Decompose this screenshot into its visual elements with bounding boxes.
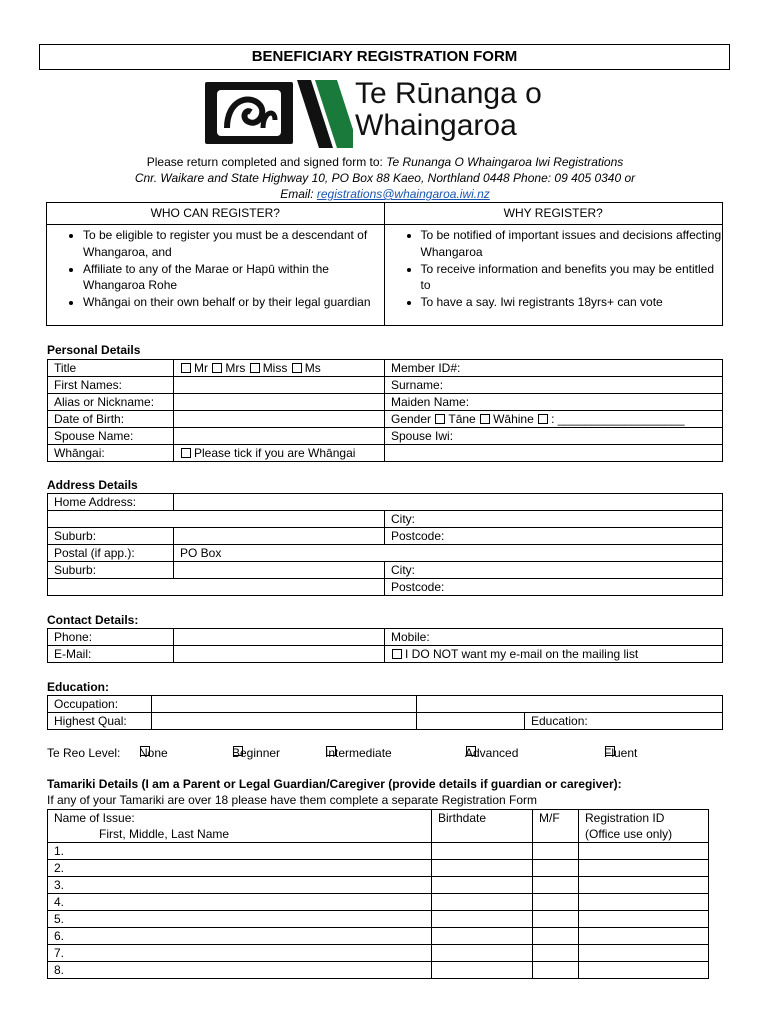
phone-input[interactable] bbox=[174, 629, 385, 646]
mf-cell[interactable] bbox=[533, 860, 579, 877]
email-input[interactable] bbox=[174, 646, 385, 663]
highest-qual-label: Highest Qual: bbox=[48, 713, 152, 730]
row-number[interactable]: 7. bbox=[48, 945, 432, 962]
why-header: WHY REGISTER? bbox=[384, 203, 723, 225]
row-number[interactable]: 3. bbox=[48, 877, 432, 894]
postcode-field[interactable]: Postcode: bbox=[385, 528, 723, 545]
postal-blank[interactable] bbox=[48, 579, 385, 596]
title-miss-label: Miss bbox=[262, 361, 288, 375]
gender-other-checkbox[interactable] bbox=[538, 414, 548, 424]
member-id-field[interactable]: Member ID#: bbox=[385, 360, 723, 377]
title-ms-label: Ms bbox=[304, 361, 321, 375]
logo-stripes-icon bbox=[297, 80, 353, 148]
no-mail-label: I DO NOT want my e-mail on the mailing list bbox=[405, 647, 639, 661]
reg-id-cell[interactable] bbox=[579, 928, 709, 945]
tamariki-table bbox=[47, 809, 709, 979]
home-address-input[interactable] bbox=[174, 494, 723, 511]
reo-none-label: None bbox=[139, 746, 168, 760]
alias-input[interactable] bbox=[174, 394, 385, 411]
reg-id-cell[interactable] bbox=[579, 860, 709, 877]
education-heading: Education: bbox=[47, 680, 109, 694]
birthdate-cell[interactable] bbox=[432, 843, 533, 860]
contact-table bbox=[47, 628, 723, 663]
no-mail-cell bbox=[385, 646, 723, 663]
tamariki-heading: Tamariki Details (I am a Parent or Legal Guardian/Caregiver (provide details if guardian or caregiver): bbox=[47, 777, 622, 791]
occupation-input-2[interactable] bbox=[417, 696, 723, 713]
mf-cell[interactable] bbox=[533, 962, 579, 979]
email-label-cell: E-Mail: bbox=[48, 646, 174, 663]
birthdate-cell[interactable] bbox=[432, 962, 533, 979]
who-why-table bbox=[46, 202, 723, 326]
who-item: • Whāngai on their own behalf or by their legal guardian bbox=[83, 294, 384, 311]
address-table bbox=[47, 493, 723, 596]
koru-logo-icon bbox=[205, 82, 293, 144]
row-number[interactable]: 1. bbox=[48, 843, 432, 860]
row-number[interactable]: 6. bbox=[48, 928, 432, 945]
postal-suburb-label: Suburb: bbox=[48, 562, 174, 579]
col-reg-title: Registration ID bbox=[585, 811, 665, 825]
col-reg-subtitle: (Office use only) bbox=[585, 827, 673, 841]
whangai-tick-label: Please tick if you are Whāngai bbox=[194, 446, 356, 460]
col-name-subtitle: First, Middle, Last Name bbox=[99, 827, 230, 841]
row-number[interactable]: 5. bbox=[48, 911, 432, 928]
birthdate-cell[interactable] bbox=[432, 911, 533, 928]
te-reo-label: Te Reo Level: bbox=[47, 746, 121, 760]
col-birthdate-header: Birthdate bbox=[432, 810, 533, 843]
postal-city-field[interactable]: City: bbox=[385, 562, 723, 579]
suburb-input[interactable] bbox=[174, 528, 385, 545]
logo-line-2: Whaingaroa bbox=[355, 109, 517, 142]
reo-intermediate-checkbox[interactable] bbox=[326, 746, 336, 756]
who-cell bbox=[47, 225, 385, 326]
row-number[interactable]: 4. bbox=[48, 894, 432, 911]
whangai-tick bbox=[174, 445, 385, 462]
return-email-line bbox=[0, 186, 770, 202]
occupation-label: Occupation: bbox=[48, 696, 152, 713]
why-item: • To have a say. Iwi registrants 18yrs+ can vote bbox=[421, 294, 723, 311]
title-mrs-checkbox[interactable] bbox=[212, 363, 222, 373]
col-mf-header: M/F bbox=[533, 810, 579, 843]
logo-text bbox=[355, 78, 542, 142]
suburb-label: Suburb: bbox=[48, 528, 174, 545]
whangai-label: Whāngai: bbox=[48, 445, 174, 462]
personal-table bbox=[47, 359, 723, 462]
birthdate-cell[interactable] bbox=[432, 894, 533, 911]
reo-beginner-checkbox[interactable] bbox=[233, 746, 243, 756]
reg-id-cell[interactable] bbox=[579, 877, 709, 894]
home-address-line-2[interactable] bbox=[48, 511, 385, 528]
return-line bbox=[0, 154, 770, 170]
reo-advanced-label: Advanced bbox=[465, 746, 519, 760]
mf-cell[interactable] bbox=[533, 877, 579, 894]
tamariki-note: If any of your Tamariki are over 18 please have them complete a separate Registration Form bbox=[47, 793, 538, 807]
why-item: • To be notified of important issues and decisions affecting Whangaroa bbox=[421, 227, 723, 261]
address-heading: Address Details bbox=[47, 478, 138, 492]
reg-id-cell[interactable] bbox=[579, 911, 709, 928]
maiden-field[interactable]: Maiden Name: bbox=[385, 394, 723, 411]
phone-label: Phone: bbox=[48, 629, 174, 646]
table-row bbox=[48, 860, 709, 877]
mobile-field[interactable]: Mobile: bbox=[385, 629, 723, 646]
table-row bbox=[48, 877, 709, 894]
alias-label: Alias or Nickname: bbox=[48, 394, 174, 411]
reo-fluent-checkbox[interactable] bbox=[605, 746, 615, 756]
who-item: • To be eligible to register you must be a descendant of Whangaroa, and bbox=[83, 227, 384, 261]
first-names-label: First Names: bbox=[48, 377, 174, 394]
title-mr-label: Mr bbox=[194, 361, 208, 375]
reo-intermediate-label: Intermediate bbox=[325, 746, 392, 760]
title-mr-checkbox[interactable] bbox=[181, 363, 191, 373]
title-label: Title bbox=[48, 360, 174, 377]
return-address-text: Cnr. Waikare and State Highway 10, PO Box 88 Kaeo, Northland 0448 Phone: 09 405 0340 or bbox=[134, 171, 636, 185]
spouse-label: Spouse Name: bbox=[48, 428, 174, 445]
table-row bbox=[48, 911, 709, 928]
personal-heading: Personal Details bbox=[47, 343, 141, 357]
return-org: Te Runanga O Whaingaroa Iwi Registrations bbox=[386, 155, 624, 169]
title-mrs-label: Mrs bbox=[225, 361, 246, 375]
city-field[interactable]: City: bbox=[385, 511, 723, 528]
dob-label: Date of Birth: bbox=[48, 411, 174, 428]
return-lead: Please return completed and signed form to: bbox=[146, 155, 387, 169]
why-cell bbox=[384, 225, 723, 326]
who-header: WHO CAN REGISTER? bbox=[47, 203, 385, 225]
te-reo-row bbox=[0, 746, 770, 762]
col-name-title: Name of Issue: bbox=[54, 811, 135, 825]
education-table bbox=[47, 695, 723, 730]
form-title: BENEFICIARY REGISTRATION FORM bbox=[39, 44, 730, 70]
dob-input[interactable] bbox=[174, 411, 385, 428]
birthdate-cell[interactable] bbox=[432, 860, 533, 877]
whangai-checkbox[interactable] bbox=[181, 448, 191, 458]
no-mail-checkbox[interactable] bbox=[392, 649, 402, 659]
gender-wahine-checkbox[interactable] bbox=[480, 414, 490, 424]
po-box-field[interactable]: PO Box bbox=[174, 545, 723, 562]
email-label: Email: bbox=[280, 187, 317, 201]
table-row bbox=[48, 843, 709, 860]
gender-label: Gender bbox=[391, 412, 432, 426]
reo-advanced-checkbox[interactable] bbox=[466, 746, 476, 756]
spouse-input[interactable] bbox=[174, 428, 385, 445]
reo-none-checkbox[interactable] bbox=[140, 746, 150, 756]
gender-field bbox=[385, 411, 723, 428]
surname-field[interactable]: Surname: bbox=[385, 377, 723, 394]
logo bbox=[205, 77, 545, 148]
logo-line-1: Te Rūnanga o bbox=[355, 77, 542, 110]
birthdate-cell[interactable] bbox=[432, 877, 533, 894]
who-item: • Affiliate to any of the Marae or Hapū within the Whangaroa Rohe bbox=[83, 261, 384, 295]
row-number[interactable]: 2. bbox=[48, 860, 432, 877]
reo-beginner-label: Beginner bbox=[232, 746, 281, 760]
postal-suburb-input[interactable] bbox=[174, 562, 385, 579]
highest-qual-input-2[interactable] bbox=[417, 713, 525, 730]
reg-id-cell[interactable] bbox=[579, 894, 709, 911]
contact-heading: Contact Details: bbox=[47, 613, 139, 627]
first-names-input[interactable] bbox=[174, 377, 385, 394]
table-row bbox=[48, 928, 709, 945]
gender-other-line[interactable]: : ___________________ bbox=[551, 412, 685, 426]
col-reg-header bbox=[579, 810, 709, 843]
table-row bbox=[48, 962, 709, 979]
birthdate-cell[interactable] bbox=[432, 928, 533, 945]
postal-postcode-field[interactable]: Postcode: bbox=[385, 579, 723, 596]
mf-cell[interactable] bbox=[533, 843, 579, 860]
mf-cell[interactable] bbox=[533, 928, 579, 945]
mf-cell[interactable] bbox=[533, 945, 579, 962]
title-options bbox=[174, 360, 385, 377]
occupation-input[interactable] bbox=[152, 696, 417, 713]
highest-qual-input[interactable] bbox=[152, 713, 417, 730]
postal-label: Postal (if app.): bbox=[48, 545, 174, 562]
home-address-label: Home Address: bbox=[48, 494, 174, 511]
title-ms-checkbox[interactable] bbox=[292, 363, 302, 373]
table-row bbox=[48, 945, 709, 962]
reg-id-cell[interactable] bbox=[579, 843, 709, 860]
why-item: • To receive information and benefits you may be entitled to bbox=[421, 261, 723, 295]
birthdate-cell[interactable] bbox=[432, 945, 533, 962]
blank-cell bbox=[385, 445, 723, 462]
mf-cell[interactable] bbox=[533, 911, 579, 928]
row-number[interactable]: 8. bbox=[48, 962, 432, 979]
reo-fluent-label: Fluent bbox=[604, 746, 638, 760]
gender-tane-label: Tāne bbox=[448, 412, 476, 426]
reg-id-cell[interactable] bbox=[579, 945, 709, 962]
spouse-iwi-field[interactable]: Spouse Iwi: bbox=[385, 428, 723, 445]
col-name-header bbox=[48, 810, 432, 843]
title-miss-checkbox[interactable] bbox=[250, 363, 260, 373]
reg-id-cell[interactable] bbox=[579, 962, 709, 979]
return-address bbox=[0, 170, 770, 186]
table-row bbox=[48, 894, 709, 911]
email-link[interactable]: registrations@whaingaroa.iwi.nz bbox=[316, 187, 490, 201]
education-field[interactable]: Education: bbox=[525, 713, 723, 730]
gender-wahine-label: Wāhine bbox=[493, 412, 534, 426]
mf-cell[interactable] bbox=[533, 894, 579, 911]
gender-tane-checkbox[interactable] bbox=[435, 414, 445, 424]
